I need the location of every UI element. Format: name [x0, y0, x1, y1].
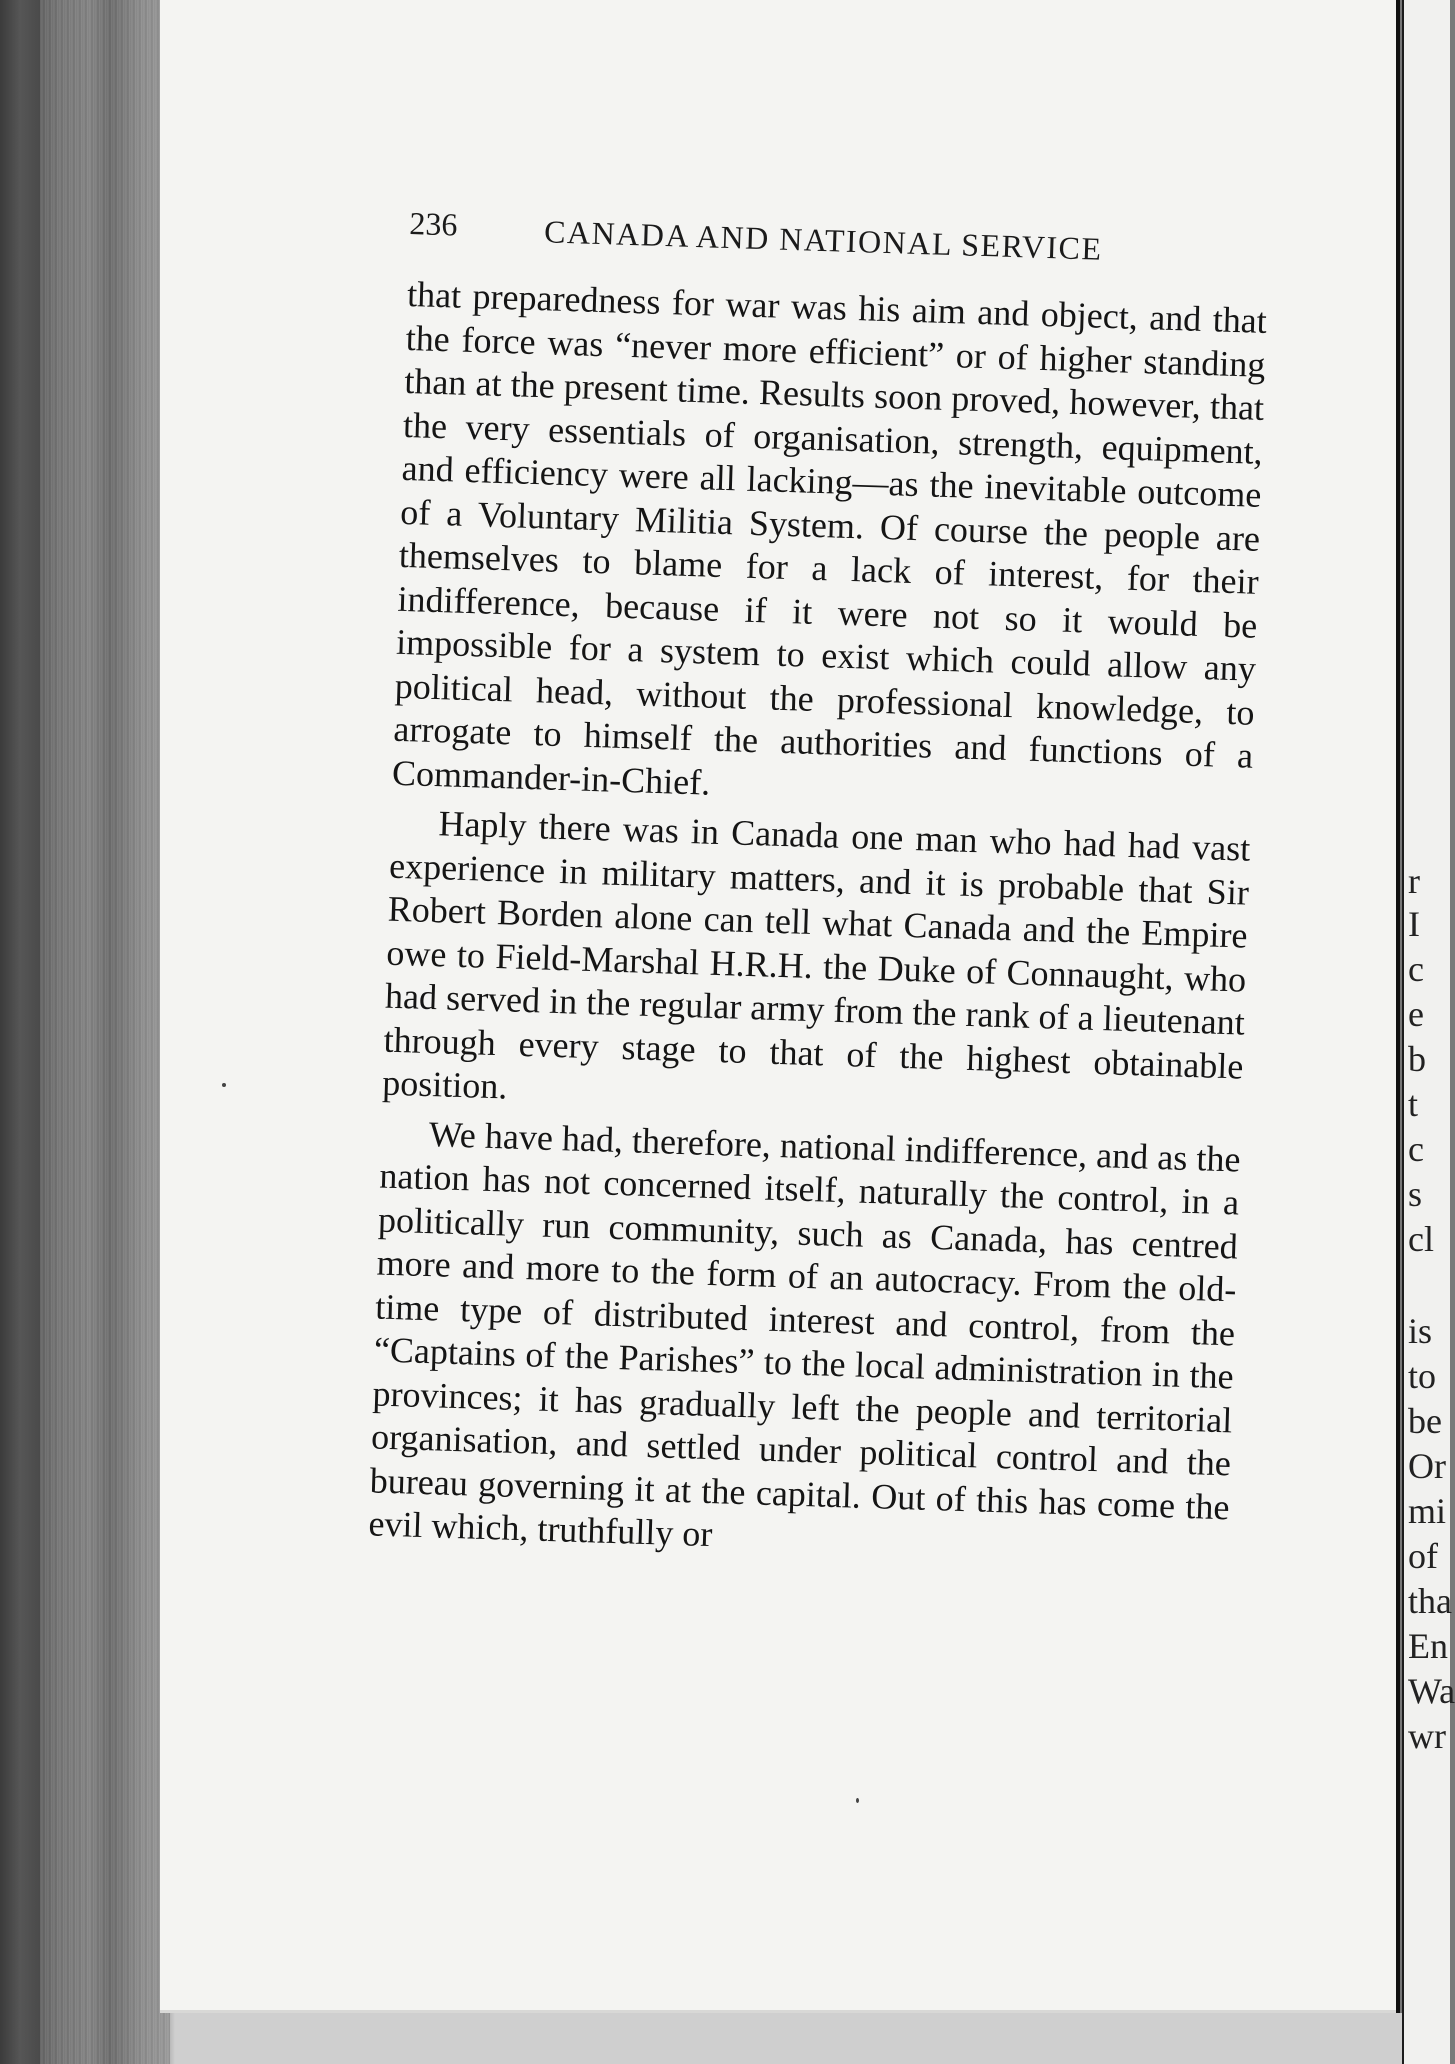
facing-line: c [1408, 1129, 1424, 1169]
facing-line: e [1408, 994, 1424, 1034]
facing-line: c [1408, 949, 1424, 989]
facing-line: be [1408, 1401, 1442, 1441]
facing-line: t [1408, 1084, 1419, 1124]
facing-line: Or [1408, 1446, 1446, 1486]
facing-line: is [1408, 1311, 1433, 1351]
facing-line: of [1408, 1536, 1438, 1576]
facing-line: s [1408, 1174, 1423, 1214]
running-head: CANADA AND NATIONAL SERVICE [543, 213, 1104, 267]
facing-line: r [1408, 861, 1420, 901]
paper-speck [222, 1083, 226, 1087]
facing-line: mi [1408, 1491, 1447, 1531]
page-stack-edge [40, 0, 170, 2064]
facing-line: wr [1408, 1716, 1446, 1756]
facing-line: I [1408, 904, 1420, 944]
paragraph-2: Haply there was in Canada one man who had had vast experience in military matters, and it is probable that Sir Robert Borden alone can tell what Canada and the Empire owe to Field-Marshal H.R.H. the Duke of Connaught, who had served in the regular army from the rank of a lieutenant through every stage to that of the highest obtainable position. [381, 803, 1251, 1107]
facing-line: tha [1408, 1581, 1452, 1621]
facing-line: En [1408, 1626, 1448, 1666]
facing-page-fragment [1402, 0, 1455, 2064]
paper-speck [856, 1798, 859, 1803]
facing-line: cl [1408, 1219, 1434, 1259]
body-text [368, 273, 1268, 1573]
facing-line: b [1408, 1039, 1426, 1079]
facing-line: Wa [1408, 1671, 1455, 1711]
paragraph-1: that preparedness for war was his aim and object, and that the force was “never more efficient” or of higher standing than at the present time. Results soon proved, however, that the very essentials of organisation, strength, equipment, and efficiency were all lacking—as the inevitable outcome of a Voluntary Militia System. Of course the people are themselves to blame for a lack of interest, for their indifference, because if it were not so it would be impossible for a system to exist which could allow any political head, without the professional knowledge, to arrogate to himself the authorities and functions of a Commander-in-Chief. [391, 273, 1268, 803]
paragraph-3: We have had, therefore, national indifference, and as the nation has not concerned itself, naturally the control, in a politically run community, such as Canada, has centred more and more to the form of an autocracy. From the old-time type of distributed interest and control, from the “Captains of the Parishes” to the local administration in the provinces; it has gradually left the people and territorial organisation, and settled under political control and the bureau governing it at the capital. Out of this has come the evil which, truthfully or [367, 1113, 1242, 1555]
page-content [368, 205, 1270, 1573]
page-number: 236 [408, 205, 458, 243]
facing-line: to [1408, 1356, 1437, 1396]
